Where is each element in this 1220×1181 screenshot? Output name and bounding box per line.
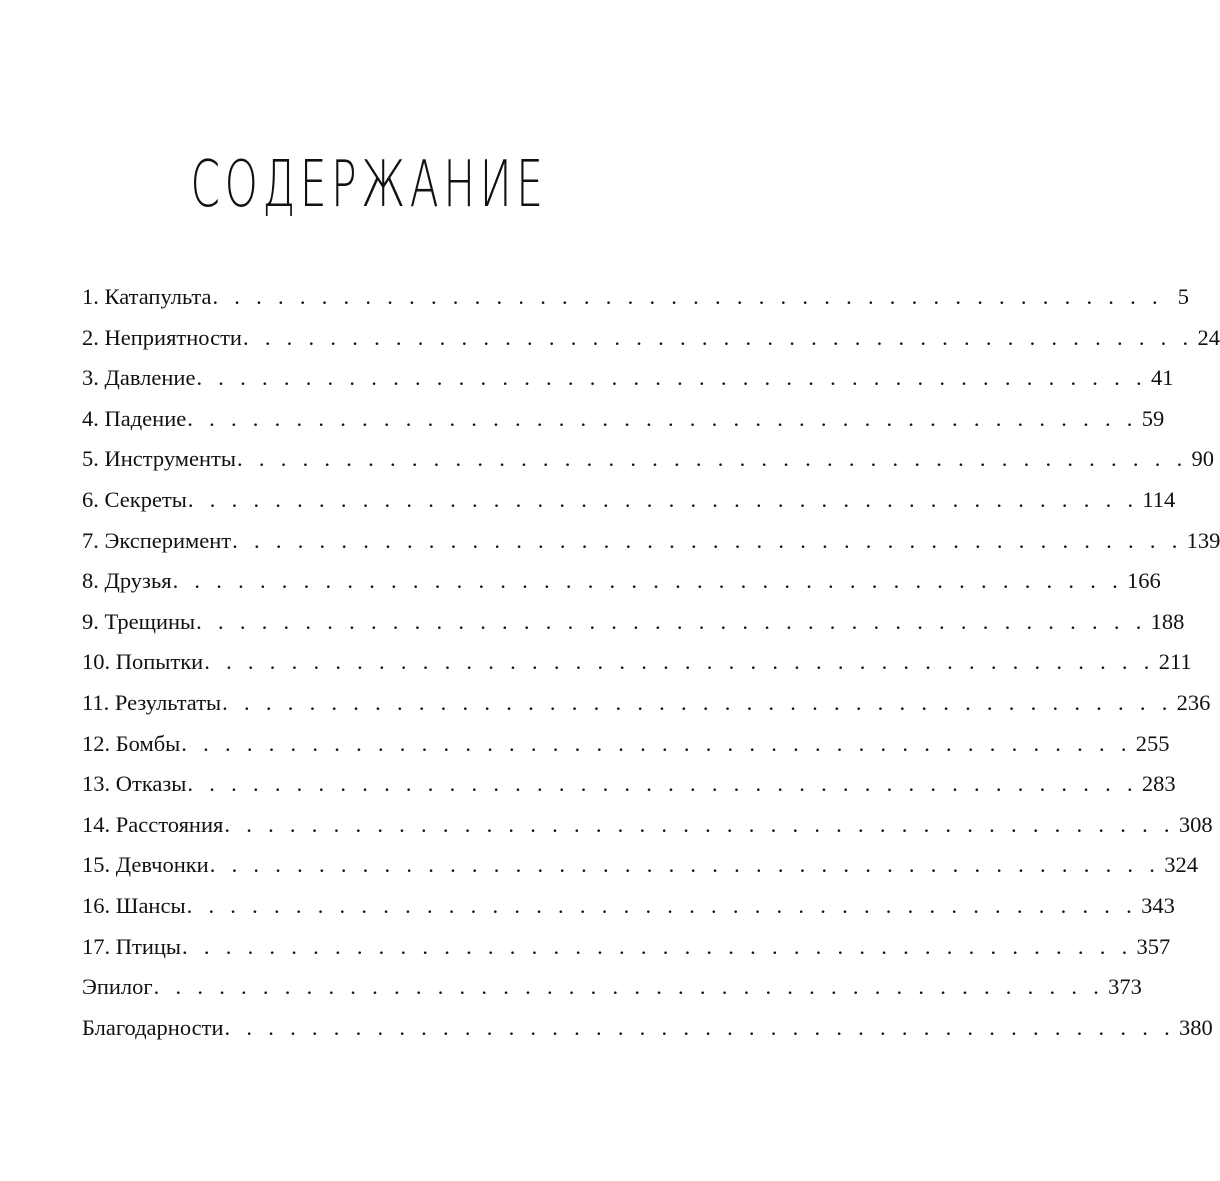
toc-entry bbox=[82, 277, 1189, 318]
toc-page-number: 236 bbox=[1176, 689, 1211, 715]
table-of-contents bbox=[82, 277, 1220, 1048]
toc-entry-title: 9. Трещины bbox=[82, 608, 196, 634]
toc-dot-leader: . . . . . . . . . . . . . . . . . . . . . . . . . . . . . . . . . . . . . . . . . . . . bbox=[153, 974, 1105, 1000]
toc-page-number: 24 bbox=[1197, 324, 1220, 350]
toc-dot-leader: . . . . . . . . . . . . . . . . . . . . . . . . . . . . . . . . . . . . . . . . . . . . bbox=[187, 405, 1138, 431]
toc-entry bbox=[82, 967, 1142, 1008]
toc-page-number: 188 bbox=[1150, 608, 1185, 634]
toc-page-number: 114 bbox=[1142, 486, 1176, 512]
toc-dot-leader: . . . . . . . . . . . . . . . . . . . . . . . . . . . . . . . . . . . . . . . . . . . . bbox=[224, 811, 1175, 837]
toc-entry bbox=[82, 886, 1175, 927]
toc-page-number: 139 bbox=[1186, 527, 1220, 553]
toc-entry-title: 17. Птицы bbox=[82, 933, 182, 959]
toc-entry-title: 8. Друзья bbox=[82, 568, 172, 594]
toc-entry-title: 12. Бомбы bbox=[82, 730, 181, 756]
toc-entry-title: 14. Расстояния bbox=[82, 811, 224, 837]
toc-dot-leader: . . . . . . . . . . . . . . . . . . . . . . . . . . . . . . . . . . . . . . . . . . . . bbox=[224, 1014, 1175, 1040]
toc-dot-leader: . . . . . . . . . . . . . . . . . . . . . . . . . . . . . . . . . . . . . . . . . . . . bbox=[209, 852, 1161, 878]
toc-entry bbox=[82, 602, 1185, 643]
toc-dot-leader: . . . . . . . . . . . . . . . . . . . . . . . . . . . . . . . . . . . . . . . . . . . . bbox=[196, 365, 1147, 391]
toc-entry bbox=[82, 764, 1176, 805]
toc-entry-title: Эпилог bbox=[82, 974, 153, 1000]
toc-dot-leader: . . . . . . . . . . . . . . . . . . . . . . . . . . . . . . . . . . . . . . . . . . . . bbox=[237, 446, 1188, 472]
toc-entry bbox=[82, 561, 1161, 602]
toc-entry-title: 6. Секреты bbox=[82, 486, 187, 512]
toc-dot-leader: . . . . . . . . . . . . . . . . . . . . . . . . . . . . . . . . . . . . . . . . . . . . bbox=[186, 892, 1138, 918]
toc-page-number: 324 bbox=[1164, 852, 1198, 878]
toc-dot-leader: . . . . . . . . . . . . . . . . . . . . . . . . . . . . . . . . . . . . . . . . . . . . bbox=[232, 527, 1183, 553]
toc-page-number: 90 bbox=[1191, 446, 1214, 472]
toc-entry bbox=[82, 724, 1170, 765]
toc-entry bbox=[82, 358, 1174, 399]
toc-entry bbox=[82, 439, 1214, 480]
toc-entry-title: 1. Катапульта bbox=[82, 284, 212, 309]
toc-page-number: 373 bbox=[1108, 974, 1142, 1000]
toc-entry bbox=[82, 845, 1198, 886]
toc-dot-leader: . . . . . . . . . . . . . . . . . . . . . . . . . . . . . . . . . . . . . . . . . . . . bbox=[222, 689, 1173, 715]
toc-dot-leader: . . . . . . . . . . . . . . . . . . . . . . . . . . . . . . . . . . . . . . . . . . . . bbox=[172, 568, 1124, 594]
toc-entry bbox=[82, 805, 1213, 846]
page-title: СОДЕРЖАНИЕ bbox=[190, 148, 548, 222]
toc-entry-title: 10. Попытки bbox=[82, 649, 204, 675]
toc-page-number: 41 bbox=[1150, 365, 1174, 391]
toc-page-number: 380 bbox=[1179, 1014, 1213, 1040]
toc-entry-title: 5. Инструменты bbox=[82, 446, 237, 472]
toc-page-number: 5 bbox=[1177, 284, 1189, 309]
toc-entry bbox=[82, 318, 1220, 359]
toc-dot-leader: . . . . . . . . . . . . . . . . . . . . . . . . . . . . . . . . . . . . . . . . . . . . bbox=[242, 324, 1194, 350]
toc-entry bbox=[82, 642, 1192, 683]
toc-page-number: 343 bbox=[1141, 892, 1175, 918]
toc-dot-leader: . . . . . . . . . . . . . . . . . . . . . . . . . . . . . . . . . . . . . . . . . . . . bbox=[187, 771, 1138, 797]
toc-entry-title: 11. Результаты bbox=[82, 689, 222, 715]
toc-dot-leader: . . . . . . . . . . . . . . . . . . . . . . . . . . . . . . . . . . . . . . . . . . . . bbox=[212, 284, 1163, 309]
toc-entry-title: 15. Девчонки bbox=[82, 852, 209, 878]
toc-entry-title: 16. Шансы bbox=[82, 892, 186, 918]
toc-entry-title: Благодарности bbox=[82, 1014, 224, 1040]
toc-entry bbox=[82, 521, 1220, 562]
toc-dot-leader: . . . . . . . . . . . . . . . . . . . . . . . . . . . . . . . . . . . . . . . . . . . . bbox=[204, 649, 1155, 675]
toc-page-number: 255 bbox=[1135, 730, 1170, 756]
toc-entry bbox=[82, 480, 1176, 521]
toc-entry bbox=[82, 1008, 1213, 1049]
toc-entry-title: 2. Неприятности bbox=[82, 324, 242, 350]
toc-page-number: 283 bbox=[1141, 771, 1176, 797]
toc-page-number: 166 bbox=[1127, 568, 1161, 594]
toc-dot-leader: . . . . . . . . . . . . . . . . . . . . . . . . . . . . . . . . . . . . . . . . . . . . bbox=[196, 608, 1147, 634]
toc-entry-title: 3. Давление bbox=[82, 365, 196, 391]
toc-dot-leader: . . . . . . . . . . . . . . . . . . . . . . . . . . . . . . . . . . . . . . . . . . . . bbox=[181, 730, 1132, 756]
toc-dot-leader: . . . . . . . . . . . . . . . . . . . . . . . . . . . . . . . . . . . . . . . . . . . . bbox=[187, 486, 1139, 512]
toc-entry bbox=[82, 927, 1171, 968]
toc-page-number: 59 bbox=[1141, 405, 1165, 431]
toc-page-number: 357 bbox=[1136, 933, 1171, 959]
toc-page-number: 308 bbox=[1178, 811, 1213, 837]
toc-entry-title: 7. Эксперимент bbox=[82, 527, 232, 553]
toc-entry-title: 4. Падение bbox=[82, 405, 187, 431]
toc-entry bbox=[82, 683, 1211, 724]
toc-entry-title: 13. Отказы bbox=[82, 771, 187, 797]
toc-dot-leader: . . . . . . . . . . . . . . . . . . . . . . . . . . . . . . . . . . . . . . . . . . . . bbox=[182, 933, 1133, 959]
toc-page-number: 211 bbox=[1158, 649, 1192, 675]
toc-entry bbox=[82, 399, 1165, 440]
